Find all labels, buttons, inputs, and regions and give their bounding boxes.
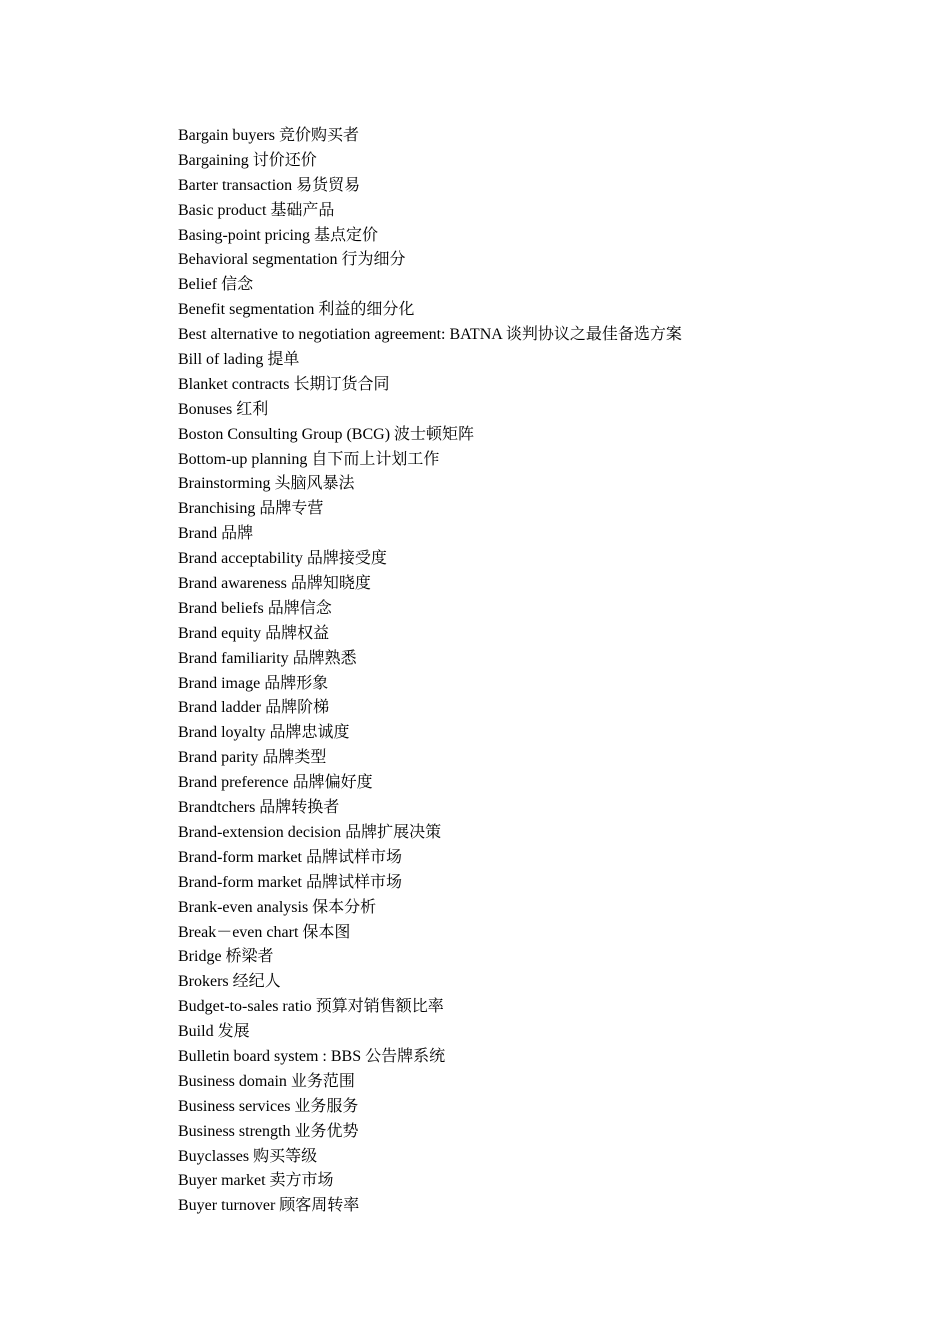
- glossary-entry: Brand-form market 品牌试样市场: [178, 848, 402, 866]
- glossary-entry: Blanket contracts 长期订货合同: [178, 375, 390, 393]
- glossary-entry: Build 发展: [178, 1023, 250, 1041]
- glossary-entry: Belief 信念: [178, 276, 254, 294]
- glossary-list: [178, 124, 682, 1219]
- glossary-entry: Brand acceptability 品牌接受度: [178, 550, 387, 568]
- glossary-entry: Brand parity 品牌类型: [178, 749, 327, 767]
- glossary-entry: Brokers 经纪人: [178, 973, 281, 991]
- glossary-entry: Brank-even analysis 保本分析: [178, 898, 377, 916]
- glossary-entry: Bonuses 红利: [178, 400, 269, 418]
- glossary-entry: Bill of lading 提单: [178, 351, 300, 369]
- glossary-entry: Bridge 桥梁者: [178, 948, 274, 966]
- glossary-entry: Brand equity 品牌权益: [178, 624, 330, 642]
- glossary-entry: Bulletin board system : BBS 公告牌系统: [178, 1047, 446, 1065]
- glossary-entry: Brand loyalty 品牌忠诚度: [178, 724, 350, 742]
- glossary-entry: Buyer turnover 顾客周转率: [178, 1197, 360, 1215]
- glossary-entry: Brand beliefs 品牌信念: [178, 599, 332, 617]
- glossary-entry: Brand familiarity 品牌熟悉: [178, 649, 357, 667]
- glossary-entry: Branchising 品牌专营: [178, 500, 324, 518]
- glossary-entry: Brand 品牌: [178, 525, 254, 543]
- glossary-entry: Boston Consulting Group (BCG) 波士顿矩阵: [178, 425, 475, 443]
- glossary-entry: Best alternative to negotiation agreement: BATNA 谈判协议之最佳备选方案: [178, 326, 682, 344]
- glossary-entry: Basing-point pricing 基点定价: [178, 226, 378, 244]
- glossary-entry: Brand ladder 品牌阶梯: [178, 699, 330, 717]
- glossary-entry: Business services 业务服务: [178, 1097, 359, 1115]
- glossary-entry: Brand-extension decision 品牌扩展决策: [178, 823, 442, 841]
- glossary-entry: Business domain 业务范围: [178, 1072, 355, 1090]
- glossary-entry: Brand image 品牌形象: [178, 674, 329, 692]
- glossary-entry: Behavioral segmentation 行为细分: [178, 251, 406, 269]
- glossary-entry: Bottom-up planning 自下而上计划工作: [178, 450, 440, 468]
- glossary-entry: Brand awareness 品牌知晓度: [178, 575, 371, 593]
- glossary-entry: Business strength 业务优势: [178, 1122, 359, 1140]
- glossary-entry: Brandtchers 品牌转换者: [178, 799, 340, 817]
- glossary-entry: Bargaining 讨价还价: [178, 151, 317, 169]
- glossary-entry: Benefit segmentation 利益的细分化: [178, 301, 415, 319]
- glossary-entry: Barter transaction 易货贸易: [178, 176, 361, 194]
- glossary-entry: Brand preference 品牌偏好度: [178, 774, 373, 792]
- glossary-entry: Brand-form market 品牌试样市场: [178, 873, 402, 891]
- glossary-entry: Basic product 基础产品: [178, 201, 335, 219]
- glossary-entry: Buyer market 卖方市场: [178, 1172, 334, 1190]
- glossary-entry: Buyclasses 购买等级: [178, 1147, 318, 1165]
- glossary-entry: Break－even chart 保本图: [178, 923, 351, 941]
- glossary-entry: Budget-to-sales ratio 预算对销售额比率: [178, 998, 444, 1016]
- glossary-entry: Bargain buyers 竞价购买者: [178, 127, 360, 144]
- glossary-entry: Brainstorming 头脑风暴法: [178, 475, 355, 493]
